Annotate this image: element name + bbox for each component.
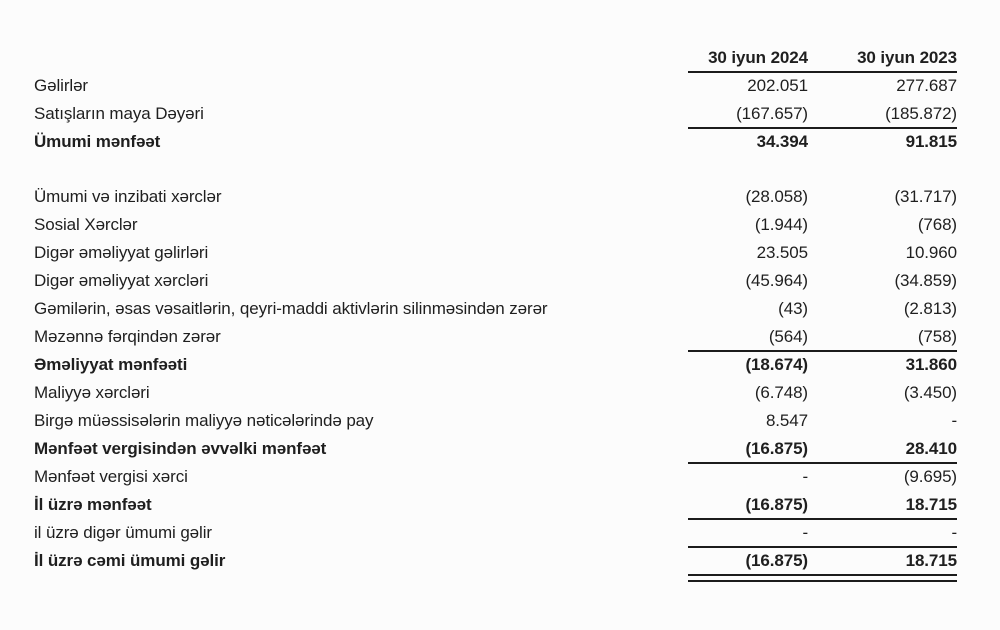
value-2024: (1.944) <box>754 215 808 234</box>
value-2024: 202.051 <box>747 76 808 95</box>
value-2024: (18.674) <box>745 355 808 374</box>
value-2024: (28.058) <box>745 187 808 206</box>
value-2023: 277.687 <box>896 76 957 95</box>
value-2024: (43) <box>778 299 808 318</box>
value-2023: 18.715 <box>905 551 957 570</box>
row-values <box>688 211 957 239</box>
table-row <box>34 379 957 407</box>
row-label: Gəlirlər <box>34 76 88 95</box>
value-2023: - <box>951 411 957 430</box>
row-values <box>688 463 957 491</box>
row-label: Ümumi mənfəət <box>34 132 161 151</box>
row-label: Mənfəət vergisi xərci <box>34 467 188 486</box>
row-label: Ümumi və inzibati xərclər <box>34 187 222 206</box>
value-2023: 91.815 <box>905 132 957 151</box>
value-2024: (167.657) <box>736 104 808 123</box>
value-2023: (2.813) <box>903 299 957 318</box>
value-2023: (768) <box>917 215 957 234</box>
table-row <box>34 211 957 239</box>
value-2024: (6.748) <box>754 383 808 402</box>
value-2023: 28.410 <box>905 439 957 458</box>
row-values <box>688 239 957 267</box>
row-values <box>688 323 957 351</box>
row-label: Məzənnə fərqindən zərər <box>34 327 221 346</box>
value-2024: (564) <box>768 327 808 346</box>
row-values <box>688 379 957 407</box>
table-row <box>34 323 957 351</box>
value-2024: 34.394 <box>756 132 808 151</box>
value-2023: 31.860 <box>905 355 957 374</box>
value-2023: - <box>951 523 957 542</box>
row-label: Digər əməliyyat xərcləri <box>34 271 209 290</box>
table-row <box>34 407 957 435</box>
column-header-2023: 30 iyun 2023 <box>857 48 957 67</box>
row-values <box>688 128 957 156</box>
value-2023: (3.450) <box>903 383 957 402</box>
header-values <box>688 44 957 72</box>
value-2023: (34.859) <box>894 271 957 290</box>
row-label: Birgə müəssisələrin maliyyə nəticələrində pay <box>34 411 374 430</box>
table-header-row <box>34 44 957 72</box>
value-2023: (758) <box>917 327 957 346</box>
value-2024: 8.547 <box>765 411 808 430</box>
row-label: Sosial Xərclər <box>34 215 138 234</box>
row-values <box>688 100 957 128</box>
table-row <box>34 72 957 100</box>
value-2023: (9.695) <box>903 467 957 486</box>
value-2023: 18.715 <box>905 495 957 514</box>
row-values <box>688 407 957 435</box>
row-label: Satışların maya Dəyəri <box>34 104 204 123</box>
value-2023: 10.960 <box>905 243 957 262</box>
row-label: Maliyyə xərcləri <box>34 383 150 402</box>
value-2024: 23.505 <box>756 243 808 262</box>
row-label: Gəmilərin, əsas vəsaitlərin, qeyri-maddi aktivlərin silinməsindən zərər <box>34 299 548 318</box>
value-2024: (16.875) <box>745 495 808 514</box>
value-2024: - <box>802 523 808 542</box>
table-row <box>34 491 957 519</box>
spacer-row <box>34 156 957 183</box>
row-label: Digər əməliyyat gəlirləri <box>34 243 209 262</box>
value-2024: (45.964) <box>745 271 808 290</box>
table-row <box>34 463 957 491</box>
table-row <box>34 435 957 463</box>
row-label: Əməliyyat mənfəəti <box>34 355 188 374</box>
row-values <box>688 183 957 211</box>
table-row <box>34 351 957 379</box>
row-label: İl üzrə mənfəət <box>34 495 152 514</box>
row-label: Mənfəət vergisindən əvvəlki mənfəət <box>34 439 327 458</box>
table-row <box>34 100 957 128</box>
row-values <box>688 519 957 547</box>
table-row <box>34 295 957 323</box>
value-2023: (185.872) <box>885 104 957 123</box>
row-values <box>688 547 957 575</box>
value-2024: (16.875) <box>745 551 808 570</box>
value-2024: - <box>802 467 808 486</box>
row-values <box>688 267 957 295</box>
row-values <box>688 295 957 323</box>
row-values <box>688 435 957 463</box>
row-values <box>688 72 957 100</box>
table-row <box>34 267 957 295</box>
row-label: il üzrə digər ümumi gəlir <box>34 523 212 542</box>
row-values <box>688 491 957 519</box>
table-row <box>34 519 957 547</box>
column-header-2024: 30 iyun 2024 <box>708 48 808 67</box>
value-2023: (31.717) <box>894 187 957 206</box>
row-label: İl üzrə cəmi ümumi gəlir <box>34 551 226 570</box>
row-values <box>688 351 957 379</box>
value-2024: (16.875) <box>745 439 808 458</box>
table-body <box>34 72 957 575</box>
table-row <box>34 128 957 156</box>
table-row <box>34 183 957 211</box>
table-row <box>34 239 957 267</box>
table-row <box>34 547 957 575</box>
income-statement-table <box>34 44 957 575</box>
